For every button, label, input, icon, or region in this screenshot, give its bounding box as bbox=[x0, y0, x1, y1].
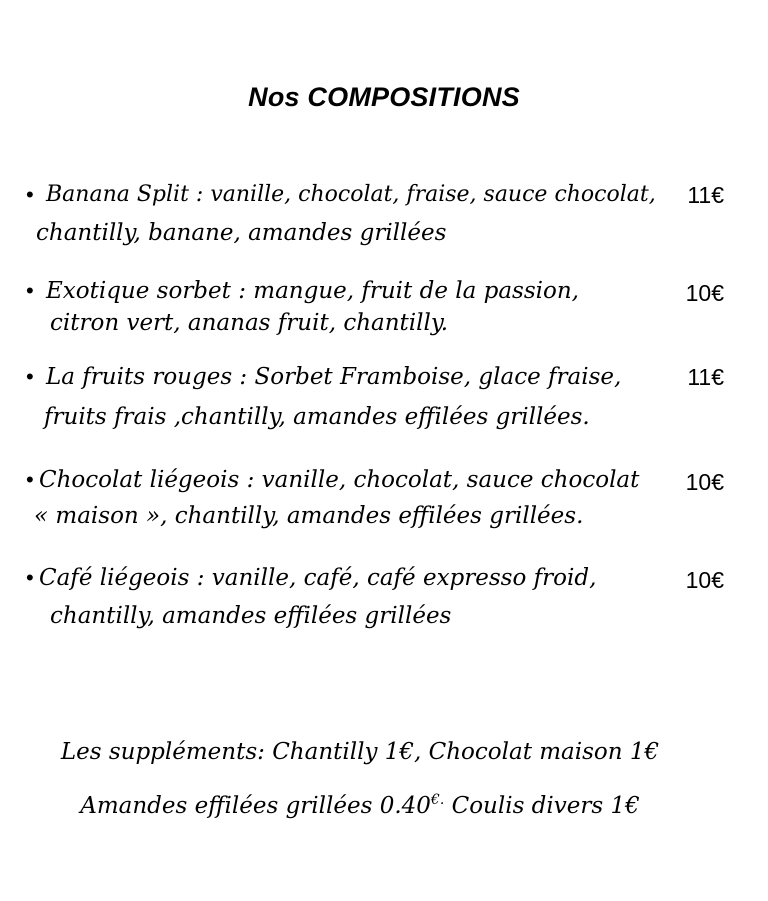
supplements-coulis: Coulis divers 1€ bbox=[444, 793, 640, 819]
supplements-line2 bbox=[0, 785, 720, 821]
item-description-line2: chantilly, amandes effilées grillées bbox=[50, 603, 452, 629]
item-description-line2: fruits frais ,chantilly, amandes effilées grillées. bbox=[44, 404, 590, 430]
item-description-line1: Exotique sorbet : mangue, fruit de la passion, bbox=[46, 278, 579, 304]
item-description-line1: Chocolat liégeois : vanille, chocolat, sauce chocolat bbox=[39, 467, 640, 493]
item-description-line2: chantilly, banane, amandes grillées bbox=[36, 220, 447, 246]
item-description-line2: citron vert, ananas fruit, chantilly. bbox=[50, 310, 449, 336]
item-price: 11€ bbox=[687, 182, 724, 208]
item-description-line2: « maison », chantilly, amandes effilées grillées. bbox=[34, 503, 584, 529]
supplements-euro-superscript: €. bbox=[430, 792, 445, 808]
bullet: • bbox=[26, 182, 34, 207]
page-title: Nos COMPOSITIONS bbox=[248, 82, 520, 112]
item-description-line1: La fruits rouges : Sorbet Framboise, glace fraise, bbox=[46, 364, 622, 390]
supplements-line1: Les suppléments: Chantilly 1€, Chocolat maison 1€ bbox=[60, 739, 660, 765]
bullet: • bbox=[26, 565, 34, 590]
supplements-amandes: Amandes effilées grillées 0.40 bbox=[80, 793, 431, 819]
item-description-line1: Banana Split : vanille, chocolat, fraise, sauce chocolat, bbox=[46, 182, 656, 207]
item-price: 10€ bbox=[685, 567, 724, 593]
bullet: • bbox=[26, 467, 34, 492]
bullet: • bbox=[26, 364, 34, 389]
item-price: 10€ bbox=[685, 469, 724, 495]
item-description-line1: Café liégeois : vanille, café, café expresso froid, bbox=[39, 565, 597, 591]
bullet: • bbox=[26, 278, 34, 303]
item-price: 10€ bbox=[685, 280, 724, 306]
item-price: 11€ bbox=[687, 364, 724, 390]
